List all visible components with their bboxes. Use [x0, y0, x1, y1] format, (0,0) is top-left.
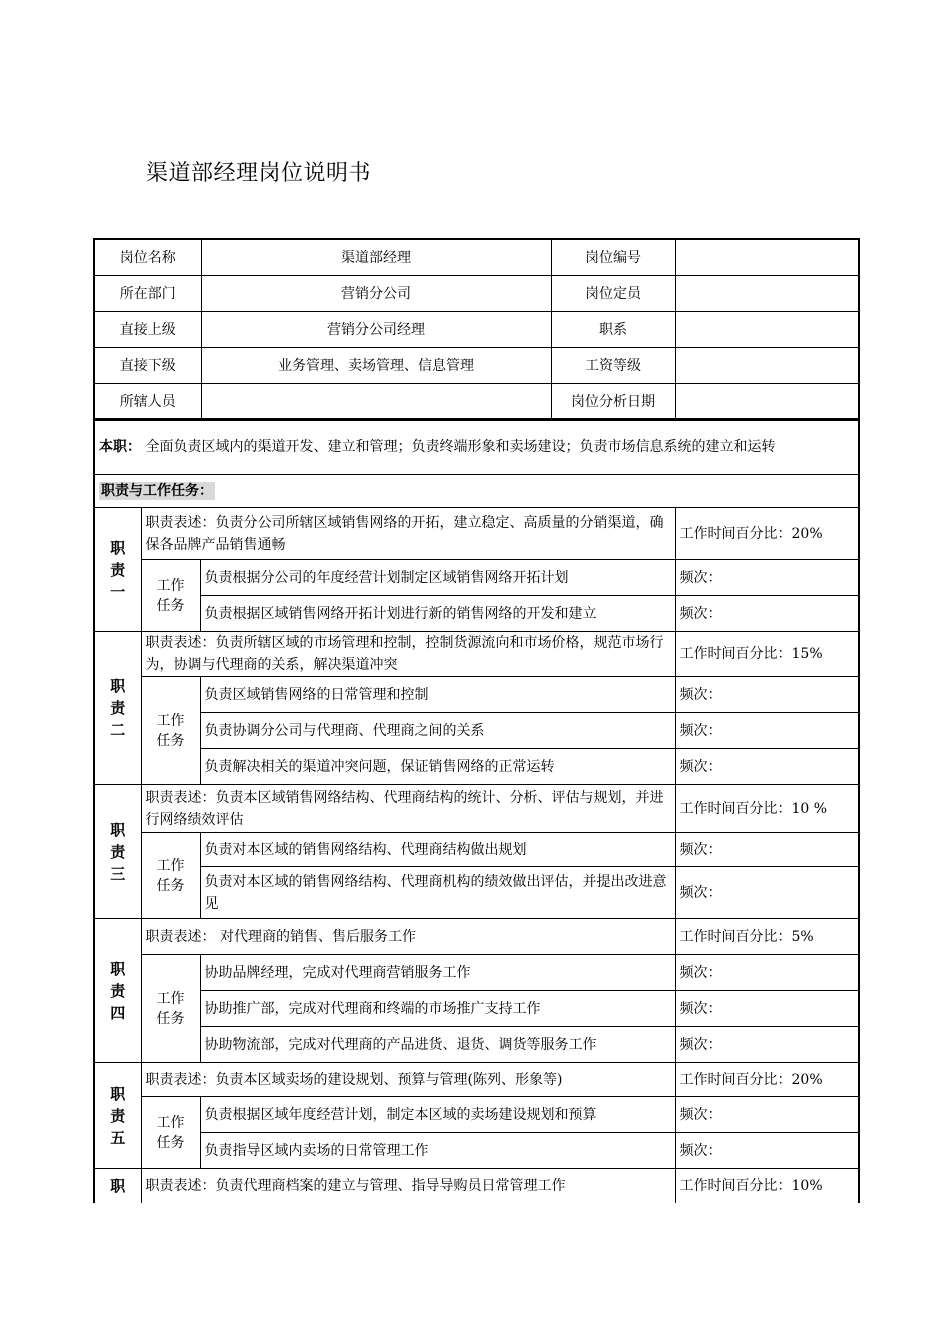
duty-time-percent: 工作时间百分比：15% — [675, 632, 859, 677]
info-value: 营销分公司经理 — [201, 312, 551, 348]
duty-label-char: 责 — [110, 842, 126, 861]
tasks-heading-row — [94, 475, 859, 508]
benzhi-label: 本职： — [99, 439, 141, 455]
task-text: 协助物流部，完成对代理商的产品进货、退货、调货等服务工作 — [200, 1027, 675, 1063]
task-frequency: 频次： — [675, 991, 859, 1027]
task-frequency: 频次： — [675, 1027, 859, 1063]
work-label-line: 任务 — [156, 1134, 185, 1151]
duty-label-char: 责 — [110, 1106, 126, 1125]
duty-label — [94, 1063, 141, 1169]
task-row — [94, 560, 859, 596]
info-label: 岗位分析日期 — [551, 384, 675, 421]
info-value — [675, 239, 859, 276]
duty-label-char: 责 — [110, 981, 126, 1000]
task-row — [94, 1097, 859, 1133]
duty-desc-row — [94, 919, 859, 955]
task-row — [94, 749, 859, 785]
tasks-heading: 职责与工作任务： — [101, 483, 213, 499]
duty-description: 职责表述：负责代理商档案的建立与管理、指导导购员日常管理工作 — [141, 1169, 675, 1204]
task-frequency: 频次： — [675, 713, 859, 749]
work-task-label — [141, 833, 200, 919]
task-frequency: 频次： — [675, 596, 859, 632]
task-row — [94, 991, 859, 1027]
work-label-line: 任务 — [156, 732, 185, 749]
duty-label — [94, 919, 141, 1063]
task-row — [94, 713, 859, 749]
tasks-heading-cell — [94, 475, 859, 508]
info-label: 岗位定员 — [551, 276, 675, 312]
duty-label — [94, 785, 141, 919]
task-text: 协助品牌经理，完成对代理商营销服务工作 — [200, 955, 675, 991]
info-value: 营销分公司 — [201, 276, 551, 312]
work-task-label — [141, 955, 200, 1063]
duty-label-char: 一 — [110, 582, 126, 601]
task-text: 负责对本区域的销售网络结构、代理商机构的绩效做出评估，并提出改进意见 — [200, 867, 675, 919]
duty-description: 职责表述：负责所辖区域的市场管理和控制，控制货源流向和市场价格，规范市场行为，协调与代理商的关系，解决渠道冲突 — [141, 632, 675, 677]
duty-time-percent: 工作时间百分比：10% — [675, 1169, 859, 1204]
duties-table — [93, 418, 860, 1203]
benzhi-row — [94, 419, 859, 475]
task-frequency: 频次： — [675, 1097, 859, 1133]
info-value — [675, 384, 859, 421]
info-label: 职系 — [551, 312, 675, 348]
job-info-table — [93, 238, 860, 421]
task-text: 负责解决相关的渠道冲突问题，保证销售网络的正常运转 — [200, 749, 675, 785]
job-info-body — [94, 239, 859, 420]
work-task-label — [141, 677, 200, 785]
task-frequency: 频次： — [675, 833, 859, 867]
work-label-line: 工作 — [156, 577, 185, 594]
info-value — [201, 384, 551, 421]
work-label-line: 任务 — [156, 877, 185, 894]
info-row — [94, 384, 859, 421]
duty-description: 职责表述： 对代理商的销售、售后服务工作 — [141, 919, 675, 955]
duty-label-char: 职 — [110, 820, 126, 839]
duty-label-char: 四 — [110, 1003, 126, 1022]
duty-description: 职责表述：负责本区域销售网络结构、代理商结构的统计、分析、评估与规划，并进行网络绩效评估 — [141, 785, 675, 833]
duty-label-char: 职 — [110, 1084, 126, 1103]
duty-label-char: 职 — [110, 959, 126, 978]
duty-desc-row — [94, 508, 859, 560]
duty-label-char: 职 — [110, 1177, 126, 1195]
info-label: 岗位名称 — [94, 239, 201, 276]
page-title: 渠道部经理岗位说明书 — [146, 161, 372, 186]
task-frequency: 频次： — [675, 867, 859, 919]
info-value — [675, 312, 859, 348]
task-text: 负责根据区域销售网络开拓计划进行新的销售网络的开发和建立 — [200, 596, 675, 632]
duty-time-percent: 工作时间百分比：10 % — [675, 785, 859, 833]
info-label: 工资等级 — [551, 348, 675, 384]
info-value: 渠道部经理 — [201, 239, 551, 276]
task-text: 负责指导区域内卖场的日常管理工作 — [200, 1133, 675, 1169]
work-label-line: 工作 — [156, 712, 185, 729]
duty-time-percent: 工作时间百分比：5% — [675, 919, 859, 955]
work-label-line: 工作 — [156, 857, 185, 874]
duty-time-percent: 工作时间百分比：20% — [675, 1063, 859, 1097]
work-label-line: 工作 — [156, 990, 185, 1007]
info-row — [94, 348, 859, 384]
duty-desc-row — [94, 785, 859, 833]
info-row — [94, 276, 859, 312]
task-row — [94, 955, 859, 991]
duty-label-char: 二 — [110, 721, 126, 739]
duty-label — [94, 508, 141, 632]
task-text: 负责对本区域的销售网络结构、代理商结构做出规划 — [200, 833, 675, 867]
info-value: 业务管理、卖场管理、信息管理 — [201, 348, 551, 384]
work-task-label — [141, 1097, 200, 1169]
duty-desc-row — [94, 632, 859, 677]
duty-time-percent: 工作时间百分比：20% — [675, 508, 859, 560]
task-text: 负责区域销售网络的日常管理和控制 — [200, 677, 675, 713]
work-task-label — [141, 560, 200, 632]
work-label-line: 任务 — [156, 597, 185, 614]
task-row — [94, 596, 859, 632]
task-text: 负责协调分公司与代理商、代理商之间的关系 — [200, 713, 675, 749]
info-value — [675, 276, 859, 312]
duty-description: 职责表述：负责本区域卖场的建设规划、预算与管理(陈列、形象等) — [141, 1063, 675, 1097]
task-text: 负责根据区域年度经营计划，制定本区域的卖场建设规划和预算 — [200, 1097, 675, 1133]
task-row — [94, 677, 859, 713]
duty-desc-row — [94, 1063, 859, 1097]
work-label-line: 工作 — [156, 1114, 185, 1131]
task-row — [94, 867, 859, 919]
duty-label — [94, 1169, 141, 1204]
info-label: 直接上级 — [94, 312, 201, 348]
task-row — [94, 1027, 859, 1063]
info-label: 岗位编号 — [551, 239, 675, 276]
info-label: 直接下级 — [94, 348, 201, 384]
benzhi-cell — [94, 419, 859, 475]
task-text: 协助推广部，完成对代理商和终端的市场推广支持工作 — [200, 991, 675, 1027]
task-row — [94, 1133, 859, 1169]
duty-label-char: 三 — [110, 864, 126, 883]
work-label-line: 任务 — [156, 1010, 185, 1027]
benzhi-text: 全面负责区域内的渠道开发、建立和管理；负责终端形象和卖场建设；负责市场信息系统的建立和运转 — [141, 439, 776, 455]
info-row — [94, 312, 859, 348]
duty-label-char: 五 — [110, 1128, 126, 1147]
duty-label — [94, 632, 141, 785]
task-row — [94, 833, 859, 867]
task-frequency: 频次： — [675, 677, 859, 713]
task-frequency: 频次： — [675, 1133, 859, 1169]
duty-description: 职责表述：负责分公司所辖区域销售网络的开拓，建立稳定、高质量的分销渠道，确保各品牌产品销售通畅 — [141, 508, 675, 560]
duty-label-char: 责 — [110, 560, 126, 579]
task-frequency: 频次： — [675, 560, 859, 596]
duty-label-char: 职 — [110, 538, 126, 557]
duty-desc-row — [94, 1169, 859, 1204]
info-row — [94, 239, 859, 276]
duties-body — [94, 419, 859, 1203]
duty-label-char: 职 — [110, 677, 126, 695]
info-label: 所在部门 — [94, 276, 201, 312]
task-frequency: 频次： — [675, 955, 859, 991]
task-text: 负责根据分公司的年度经营计划制定区域销售网络开拓计划 — [200, 560, 675, 596]
duty-label-char: 责 — [110, 699, 126, 717]
info-label: 所辖人员 — [94, 384, 201, 421]
task-frequency: 频次： — [675, 749, 859, 785]
info-value — [675, 348, 859, 384]
